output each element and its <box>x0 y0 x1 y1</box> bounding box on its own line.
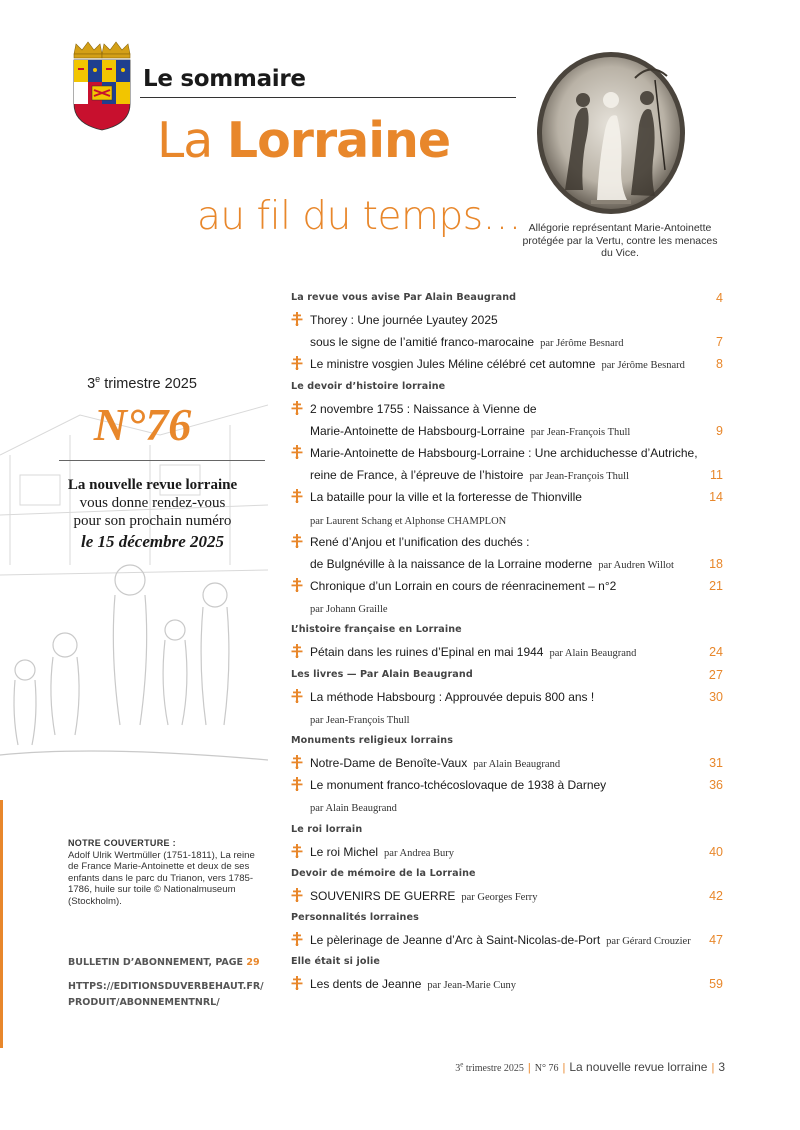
toc-entry-line <box>310 841 723 863</box>
toc-entry-page: 59 <box>709 977 723 992</box>
lorraine-cross-icon <box>291 689 303 703</box>
subscription-page: 29 <box>246 957 260 968</box>
toc-entry[interactable] <box>291 885 723 907</box>
lorraine-cross-icon <box>291 401 303 415</box>
cover-note-text: Adolf Ulrik Wertmüller (1751-1811), La reine de France Marie-Antoinette et deux de ses enfants dans le parc du Trianon, vers 1785-1786, huile sur toile © Nationalmuseum (Stockholm). <box>68 849 255 907</box>
lorraine-cross-icon <box>291 489 303 503</box>
toc-entry-line <box>310 486 723 508</box>
subscription-url-line[interactable]: PRODUIT/ABONNEMENTNRL/ <box>68 997 220 1008</box>
lorraine-cross-icon <box>291 578 303 592</box>
toc-entry-line <box>310 708 723 730</box>
toc-entry-page: 47 <box>709 932 723 947</box>
toc-entry[interactable] <box>291 442 723 486</box>
toc-section-heading[interactable] <box>291 664 723 686</box>
promo-title: La nouvelle revue lorraine <box>67 477 238 493</box>
page-title <box>157 112 450 169</box>
toc-section-title: Le devoir d’histoire lorraine <box>291 380 446 392</box>
toc-entry-author: par Alain Beaugrand <box>310 803 397 815</box>
background-sketch-illustration <box>0 395 268 790</box>
toc-entry[interactable] <box>291 353 723 375</box>
toc-entry-title: SOUVENIRS DE GUERRE <box>310 888 456 903</box>
toc-entry-author: par Audren Willot <box>598 559 674 571</box>
subscription-url-line[interactable]: HTTPS://EDITIONSDUVERBEHAUT.FR/ <box>68 981 264 992</box>
toc-entry[interactable] <box>291 841 723 863</box>
subscription-info <box>68 955 278 1011</box>
subscription-text: BULLETIN D’ABONNEMENT, PAGE <box>68 957 247 968</box>
toc-section-title: Les livres — Par Alain Beaugrand <box>291 668 473 680</box>
toc-entry-author: par Georges Ferry <box>461 891 538 903</box>
toc-entry-page: 18 <box>709 556 723 571</box>
toc-section-heading[interactable] <box>291 819 723 841</box>
toc-entry-title: Le roi Michel <box>310 844 379 859</box>
header-rule <box>140 97 516 98</box>
toc-entry-line <box>310 752 723 774</box>
toc-entry-line <box>310 686 723 708</box>
section-label: Le sommaire <box>143 66 306 92</box>
toc-entry-title: Les dents de Jeanne <box>310 977 422 992</box>
toc-entry-line <box>310 929 723 951</box>
toc-section-heading[interactable] <box>291 907 723 929</box>
toc-entry[interactable] <box>291 486 723 530</box>
lorraine-cross-icon <box>291 755 303 769</box>
toc-entry[interactable] <box>291 309 723 353</box>
issue-rule <box>59 460 265 461</box>
toc-entry-author: par Jean-Marie Cuny <box>427 980 517 992</box>
footer-quarter-suffix: e <box>460 1060 464 1069</box>
illustration-caption: Allégorie représentant Marie-Antoinette protégée par la Vertu, contre les menaces du Vice. <box>522 222 718 259</box>
toc-entry-page: 7 <box>716 335 723 350</box>
lorraine-cross-icon <box>291 932 303 946</box>
toc-section-heading[interactable] <box>291 619 723 641</box>
page-subtitle: au fil du temps… <box>197 194 522 239</box>
toc-section-heading[interactable] <box>291 287 723 309</box>
toc-entry-title: reine de France, à l’épreuve de l’histoire <box>310 468 524 483</box>
toc-entry-page: 31 <box>709 756 723 770</box>
issue-number: N°76 <box>93 399 192 450</box>
toc-section-heading[interactable] <box>291 376 723 398</box>
toc-entry-author: par Jean-François Thull <box>529 471 629 483</box>
cover-note <box>68 838 268 908</box>
footer-quarter-text: trimestre 2025 <box>463 1063 524 1074</box>
quarter-text: trimestre 2025 <box>100 375 197 392</box>
footer-page-number: 3 <box>718 1060 725 1074</box>
lorraine-cross-icon <box>291 445 303 459</box>
toc-entry-title: 2 novembre 1755 : Naissance à Vienne de <box>310 401 537 416</box>
toc-entry-line <box>310 553 723 575</box>
toc-entry-title: Le ministre vosgien Jules Méline célébré cet automne <box>310 357 596 372</box>
toc-entry[interactable] <box>291 686 723 730</box>
toc-entry[interactable] <box>291 973 723 995</box>
table-of-contents <box>291 287 723 995</box>
toc-entry-line <box>310 398 723 420</box>
lorraine-cross-icon <box>291 888 303 902</box>
toc-entry-line <box>310 641 723 663</box>
toc-entry-line <box>310 774 723 796</box>
next-issue-promo <box>40 476 265 551</box>
coat-of-arms-icon <box>70 40 134 132</box>
toc-entry-title: sous le signe de l’amitié franco-marocaine <box>310 335 535 350</box>
toc-section-heading[interactable] <box>291 951 723 973</box>
toc-entry-page: 24 <box>709 645 723 660</box>
toc-entry-line <box>310 885 723 907</box>
toc-section-title: Devoir de mémoire de la Lorraine <box>291 867 476 879</box>
toc-entry-title: Chronique d’un Lorrain en cours de réenracinement – n°2 <box>310 579 617 594</box>
toc-entry-author: par Jean-François Thull <box>530 426 631 438</box>
promo-line: vous donne rendez-vous <box>79 495 226 511</box>
footer-quarter-number: 3 <box>455 1063 461 1074</box>
toc-section-heading[interactable] <box>291 730 723 752</box>
toc-entry-line <box>310 442 723 464</box>
toc-entry-page: 36 <box>709 778 723 793</box>
toc-entry-title: Marie-Antoinette de Habsbourg-Lorraine <box>310 423 525 438</box>
toc-entry-line <box>310 531 723 553</box>
promo-date: le 15 décembre 2025 <box>80 532 225 551</box>
toc-entry-title: Le pèlerinage de Jeanne d’Arc à Saint-Nicolas-de-Port <box>310 932 601 947</box>
footer-quarter <box>455 1060 524 1074</box>
toc-entry-author: par Alain Beaugrand <box>549 648 637 660</box>
toc-entry-author: par Jérôme Besnard <box>540 338 624 350</box>
quarter-number: 3 <box>87 375 96 392</box>
toc-section-title: Elle était si jolie <box>291 956 380 968</box>
toc-entry-page: 42 <box>709 888 723 903</box>
toc-entry-author: par Laurent Schang et Alphonse CHAMPLON <box>310 515 507 527</box>
toc-section-title: L’histoire française en Lorraine <box>291 624 462 636</box>
footer-title: La nouvelle revue lorraine <box>569 1060 708 1074</box>
toc-entry[interactable] <box>291 575 723 619</box>
toc-entry-title: Le monument franco-tchécoslovaque de 1938 à Darney <box>310 778 607 793</box>
toc-section-title: La revue vous avise Par Alain Beaugrand <box>291 292 517 303</box>
toc-section-title: Personnalités lorraines <box>291 911 419 923</box>
toc-section-heading[interactable] <box>291 863 723 885</box>
medallion-illustration <box>535 50 687 216</box>
toc-entry-line <box>310 353 723 375</box>
toc-entry[interactable] <box>291 531 723 575</box>
toc-entry-author: par Andrea Bury <box>384 847 455 859</box>
lorraine-cross-icon <box>291 844 303 858</box>
toc-entry-title: Pétain dans les ruines d’Epinal en mai 1944 <box>310 645 544 660</box>
title-prefix: La <box>157 112 227 169</box>
lorraine-cross-icon <box>291 976 303 990</box>
lorraine-cross-icon <box>291 312 303 326</box>
lorraine-cross-icon <box>291 644 303 658</box>
toc-section-page: 27 <box>708 667 723 682</box>
toc-entry[interactable] <box>291 752 723 774</box>
cover-note-heading: NOTRE COUVERTURE : <box>68 838 176 848</box>
toc-entry-title: René d’Anjou et l’unification des duchés : <box>310 534 530 549</box>
toc-section-title: Monuments religieux lorrains <box>291 735 454 746</box>
toc-entry[interactable] <box>291 929 723 951</box>
toc-entry-author: par Jean-François Thull <box>310 714 410 726</box>
toc-entry-title: Notre-Dame de Benoîte-Vaux <box>310 756 468 770</box>
toc-entry-author: par Alain Beaugrand <box>473 759 561 770</box>
subscription-label <box>68 955 278 971</box>
toc-entry-line <box>310 464 723 486</box>
toc-entry[interactable] <box>291 774 723 818</box>
title-bold: Lorraine <box>226 112 451 169</box>
toc-entry-line <box>310 509 723 531</box>
toc-entry-title: Marie-Antoinette de Habsbourg-Lorraine : Une archiduchesse d’Autriche, <box>310 445 698 460</box>
promo-line: pour son prochain numéro <box>73 513 232 529</box>
toc-section-title: Le roi lorrain <box>291 823 363 835</box>
toc-entry-page: 21 <box>709 579 723 594</box>
toc-entry-line <box>310 575 723 597</box>
toc-entry-page: 8 <box>716 357 723 372</box>
toc-entry-author: par Jérôme Besnard <box>601 360 685 372</box>
toc-entry-line <box>310 309 723 331</box>
lorraine-cross-icon <box>291 356 303 370</box>
toc-entry[interactable] <box>291 398 723 442</box>
toc-entry-page: 9 <box>716 423 723 438</box>
page-footer: 3e trimestre 2025 | N° 76 | La nouvelle revue lorraine | 3 <box>455 1060 725 1074</box>
toc-entry-line <box>310 973 723 995</box>
left-accent-bar <box>0 800 3 1048</box>
toc-entry-author: par Gérard Crouzier <box>606 935 691 947</box>
footer-issue: N° 76 <box>534 1063 559 1074</box>
toc-entry-title: Thorey : Une journée Lyautey 2025 <box>310 313 498 327</box>
toc-entry-page: 30 <box>709 689 723 704</box>
quarter-suffix: e <box>95 374 101 384</box>
toc-entry-title: La bataille pour la ville et la forteresse de Thionville <box>310 490 582 505</box>
toc-entry-page: 14 <box>709 490 723 505</box>
toc-entry-title: La méthode Habsbourg : Approuvée depuis 800 ans ! <box>310 689 595 704</box>
lorraine-cross-icon <box>291 534 303 548</box>
toc-entry-line <box>310 420 723 442</box>
issue-quarter <box>72 374 212 392</box>
toc-entry-line <box>310 331 723 353</box>
toc-section-page: 4 <box>715 291 723 305</box>
toc-entry-page: 40 <box>709 844 723 859</box>
lorraine-cross-icon <box>291 777 303 791</box>
toc-entry-page: 11 <box>710 468 723 483</box>
toc-entry-title: de Bulgnéville à la naissance de la Lorraine moderne <box>310 556 593 571</box>
toc-entry[interactable] <box>291 641 723 663</box>
toc-entry-line <box>310 597 723 619</box>
toc-entry-line <box>310 796 723 818</box>
toc-entry-author: par Johann Graille <box>310 604 388 616</box>
